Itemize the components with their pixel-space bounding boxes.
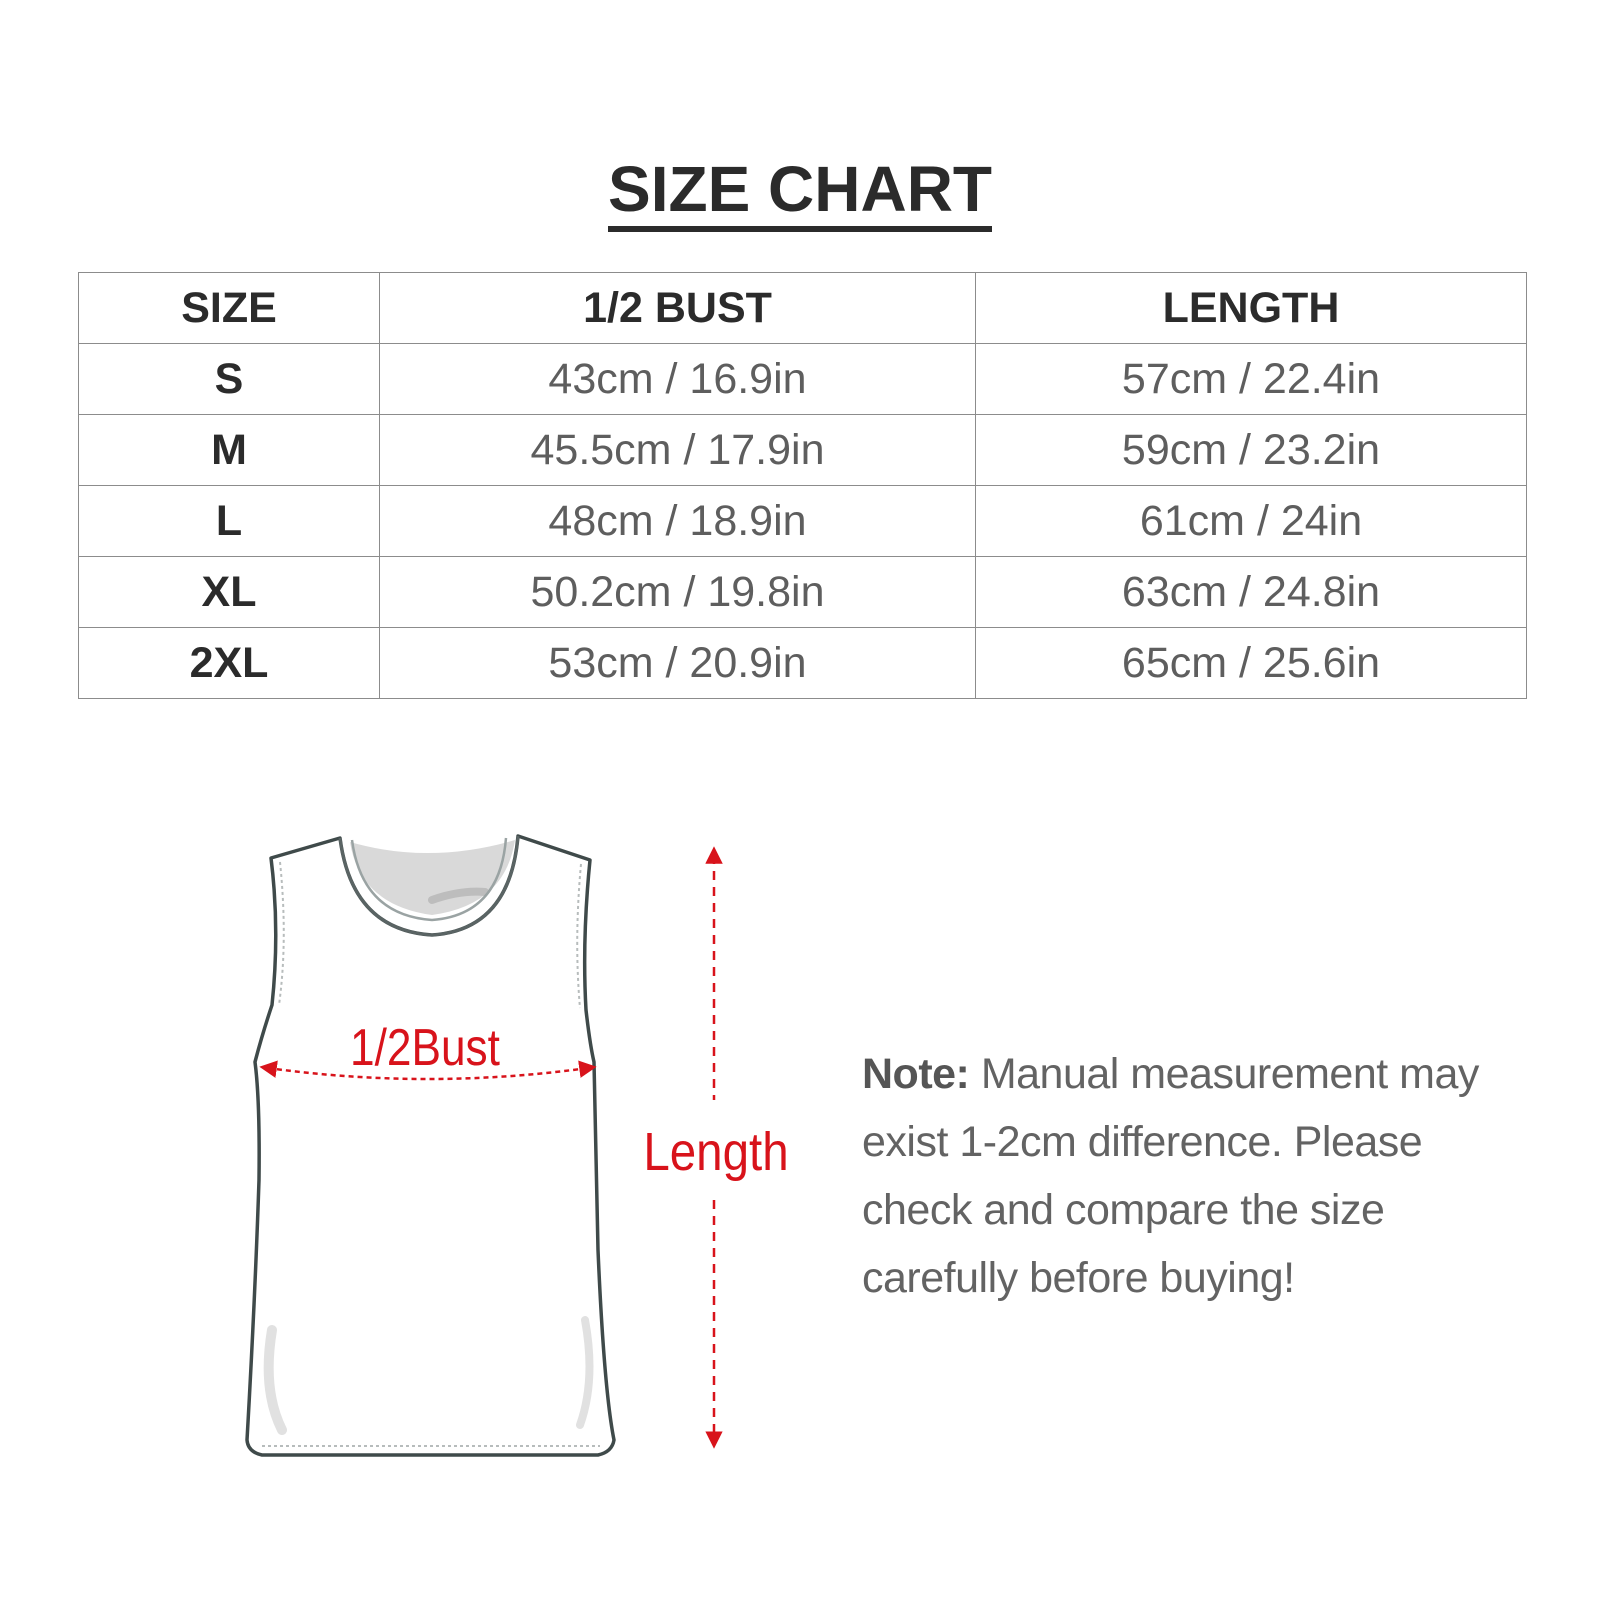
header-bust: 1/2 BUST — [380, 273, 976, 344]
note-text-block — [862, 1040, 1502, 1312]
bust-label: 1/2Bust — [350, 1018, 500, 1077]
length-label: Length — [643, 1121, 789, 1182]
bust-cell: 48cm / 18.9in — [380, 486, 976, 557]
tank-top-icon — [247, 836, 614, 1455]
length-cell: 65cm / 25.6in — [976, 628, 1527, 699]
length-cell: 63cm / 24.8in — [976, 557, 1527, 628]
header-length: LENGTH — [976, 273, 1527, 344]
bust-cell: 43cm / 16.9in — [380, 344, 976, 415]
size-cell: 2XL — [79, 628, 380, 699]
bust-cell: 45.5cm / 17.9in — [380, 415, 976, 486]
size-cell: XL — [79, 557, 380, 628]
bust-cell: 50.2cm / 19.8in — [380, 557, 976, 628]
length-cell: 57cm / 22.4in — [976, 344, 1527, 415]
length-cell: 61cm / 24in — [976, 486, 1527, 557]
page-title: SIZE CHART — [608, 152, 992, 232]
note-label: Note: — [862, 1050, 970, 1098]
note-text: Manual measurement may exist 1-2cm difference. Please check and compare the size carefully before buying! — [862, 1050, 1479, 1302]
size-cell: L — [79, 486, 380, 557]
header-size: SIZE — [79, 273, 380, 344]
size-cell: M — [79, 415, 380, 486]
length-cell: 59cm / 23.2in — [976, 415, 1527, 486]
bust-cell: 53cm / 20.9in — [380, 628, 976, 699]
size-cell: S — [79, 344, 380, 415]
